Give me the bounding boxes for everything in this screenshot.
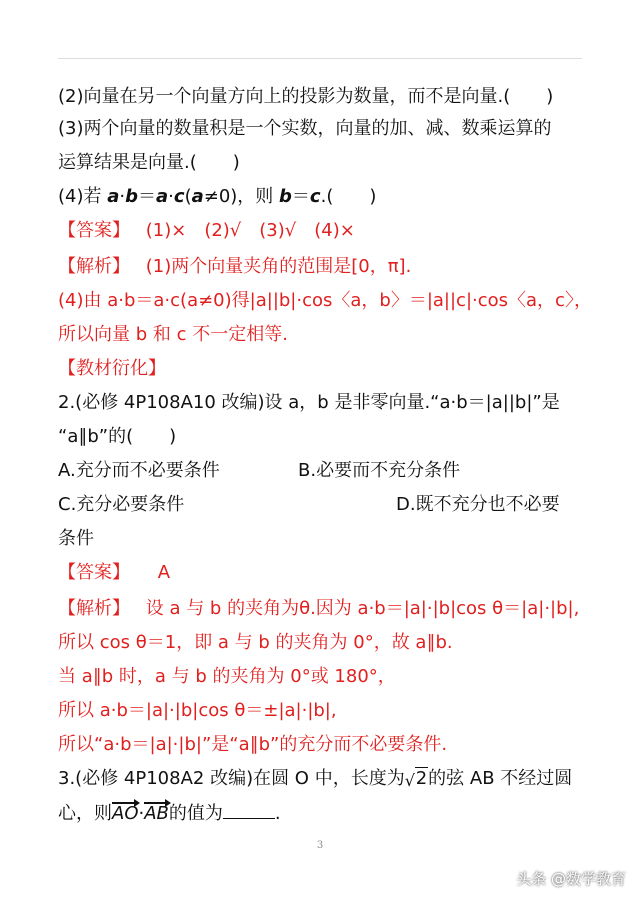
answer-tag: 【答案】 (58, 562, 130, 583)
analysis-2-line3: 当 a∥b 时，a 与 b 的夹角为 0°或 180°， (58, 666, 396, 687)
sqrt-expression: √ 2 (404, 768, 428, 790)
answer-blank (223, 800, 275, 819)
vector-ao: AO (112, 801, 138, 827)
page-number: 3 (316, 840, 324, 851)
analysis-1 (58, 254, 596, 280)
analysis-2 (58, 596, 596, 622)
problem-2-line1: 2.(必修 4P108A10 改编)设 a，b 是非零向量.“a·b＝|a||b|”是 (58, 392, 560, 413)
option-c: C.充分必要条件 (58, 494, 185, 515)
option-b: B.必要而不充分条件 (298, 460, 461, 481)
watermark-text: 头条 @数学教育 (516, 870, 626, 888)
problem-3-line2: 心，则AO·AB的值为 . (58, 800, 596, 827)
vector-ab: AB (144, 801, 169, 827)
analysis-text: 设 a 与 b 的夹角为θ.因为 a·b＝|a|·|b|cos θ＝|a|·|b|, (145, 598, 580, 619)
problem-3-line1: 3.(必修 4P108A2 改编)在圆 O 中，长度为 √ 2的弦 AB 不经过圆 (58, 768, 573, 790)
analysis-tag: 【解析】 (58, 598, 130, 619)
analysis-tag: 【解析】 (58, 256, 130, 277)
answer-1 (58, 218, 596, 244)
analysis-1-line3: 所以向量 b 和 c 不一定相等. (58, 324, 288, 345)
analysis-2-line5: 所以“a·b＝|a|·|b|”是“a∥b”的充分而不必要条件. (58, 734, 448, 755)
question-3-line1: (3)两个向量的数量积是一个实数，向量的加、减、数乘运算的 (58, 118, 552, 139)
question-3-line2: 运算结果是向量.( ) (58, 152, 240, 173)
question-4-text: (4)若 a·b＝a·c(a≠0)，则 b＝c.( ) (58, 186, 377, 207)
analysis-1-line2: (4)由 a·b＝a·c(a≠0)得|a||b|·cos〈a，b〉＝|a||c|·cos〈a，c〉， (58, 290, 592, 311)
answer-2 (58, 560, 596, 586)
option-a: A.充分而不必要条件 (58, 460, 220, 481)
analysis-text: (1)两个向量夹角的范围是[0，π]. (145, 256, 412, 277)
option-d: D.既不充分也不必要 (396, 494, 560, 515)
question-2-text: (2)向量在另一个向量方向上的投影为数量，而不是向量.( ) (58, 86, 554, 107)
analysis-2-line2: 所以 cos θ＝1，即 a 与 b 的夹角为 0°，故 a∥b. (58, 632, 453, 653)
header-rule (58, 58, 582, 59)
answer-text: A (157, 562, 171, 583)
analysis-2-line4: 所以 a·b＝|a|·|b|cos θ＝±|a|·|b|, (58, 700, 337, 721)
answer-text: (1)× (2)√ (3)√ (4)× (145, 220, 355, 241)
options-row-1 (58, 458, 596, 484)
section-heading: 【教材衍化】 (58, 358, 166, 379)
answer-tag: 【答案】 (58, 220, 130, 241)
problem-2-line2: “a∥b”的( ) (58, 426, 177, 447)
options-row-2 (58, 492, 596, 518)
option-d-continued: 条件 (58, 528, 94, 549)
